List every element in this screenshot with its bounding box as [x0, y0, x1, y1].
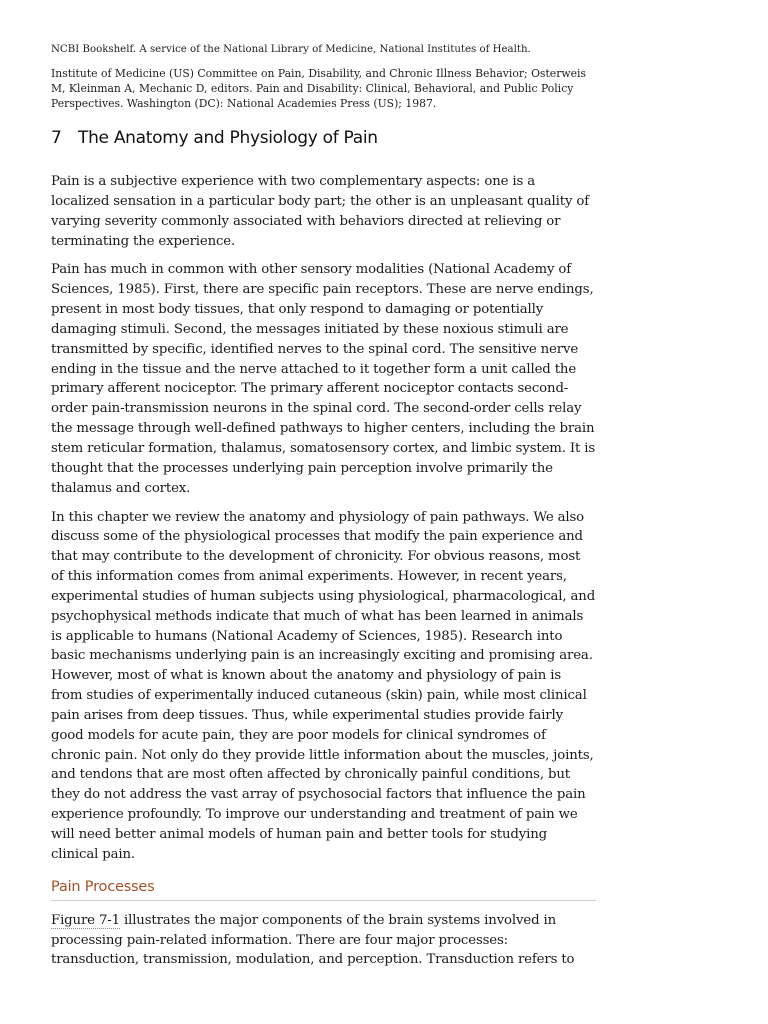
paragraph-pain-processes-text: illustrates the major components of the brain systems involved in processing pain-related information. There are four major processes: transduction, transmission, modulation, and perception. Transduction refers to	[51, 912, 575, 968]
chapter-body	[51, 172, 596, 979]
bookshelf-source-line: NCBI Bookshelf. A service of the National Library of Medicine, National Institutes of Health.	[51, 44, 531, 55]
paragraph-sensory-modalities: Pain has much in common with other sensory modalities (National Academy of Sciences, 1985). First, there are specific pain receptors. These are nerve endings, present in most body tissues, that only respond to damaging or potentially damaging stimuli. Second, the messages initiated by these noxious stimuli are transmitted by specific, identified nerves to the spinal cord. The sensitive nerve ending in the tissue and the nerve attached to it together form a unit called the primary afferent nociceptor. The primary afferent nociceptor contacts second-order pain-transmission neurons in the spinal cord. The second-order cells relay the message through well-defined pathways to higher centers, including the brain stem reticular formation, thalamus, somatosensory cortex, and limbic system. It is thought that the processes underlying pain perception involve primarily the thalamus and cortex.	[51, 262, 596, 496]
figure-7-1-link[interactable]: Figure 7-1	[51, 912, 120, 928]
paragraph-intro: Pain is a subjective experience with two complementary aspects: one is a localized sensation in a particular body part; the other is an unpleasant quality of varying severity commonly associated with behaviors directed at relieving or terminating the experience.	[51, 174, 590, 249]
chapter-title-text: The Anatomy and Physiology of Pain	[78, 128, 378, 148]
paragraph-chapter-overview: In this chapter we review the anatomy and physiology of pain pathways. We also discuss some of the physiological processes that modify the pain experience and that may contribute to the development of chronicity. For obvious reasons, most of this information comes from animal experiments. However, in recent years, experimental studies of human subjects using physiological, pharmacological, and psychophysical methods indicate that much of what has been learned in animals is applicable to humans (National Academy of Sciences, 1985). Research into basic mechanisms underlying pain is an increasingly exciting and promising area. However, most of what is known about the anatomy and physiology of pain is from studies of experimentally induced cutaneous (skin) pain, while most clinical pain arises from deep tissues. Thus, while experimental studies provide fairly good models for acute pain, they are poor models for clinical syndromes of chronic pain. Not only do they provide little information about the muscles, joints, and tendons that are most often affected by chronically painful conditions, but they do not address the vast array of psychosocial factors that influence the pain experience profoundly. To improve our understanding and treatment of pain we will need better animal models of human pain and better tools for studying clinical pain.	[51, 509, 596, 862]
chapter-title	[51, 126, 596, 150]
citation: Institute of Medicine (US) Committee on Pain, Disability, and Chronic Illness Behavior; Osterweis M, Kleinman A, Mechanic D, editors. Pain and Disability: Clinical, Behavioral, and Public Policy Perspectives. Washington (DC): National Academies Press (US); 1987.	[51, 67, 586, 110]
chapter-number: 7	[51, 128, 62, 148]
paragraph-pain-processes	[51, 911, 596, 971]
section-heading-pain-processes: Pain Processes	[51, 877, 596, 901]
